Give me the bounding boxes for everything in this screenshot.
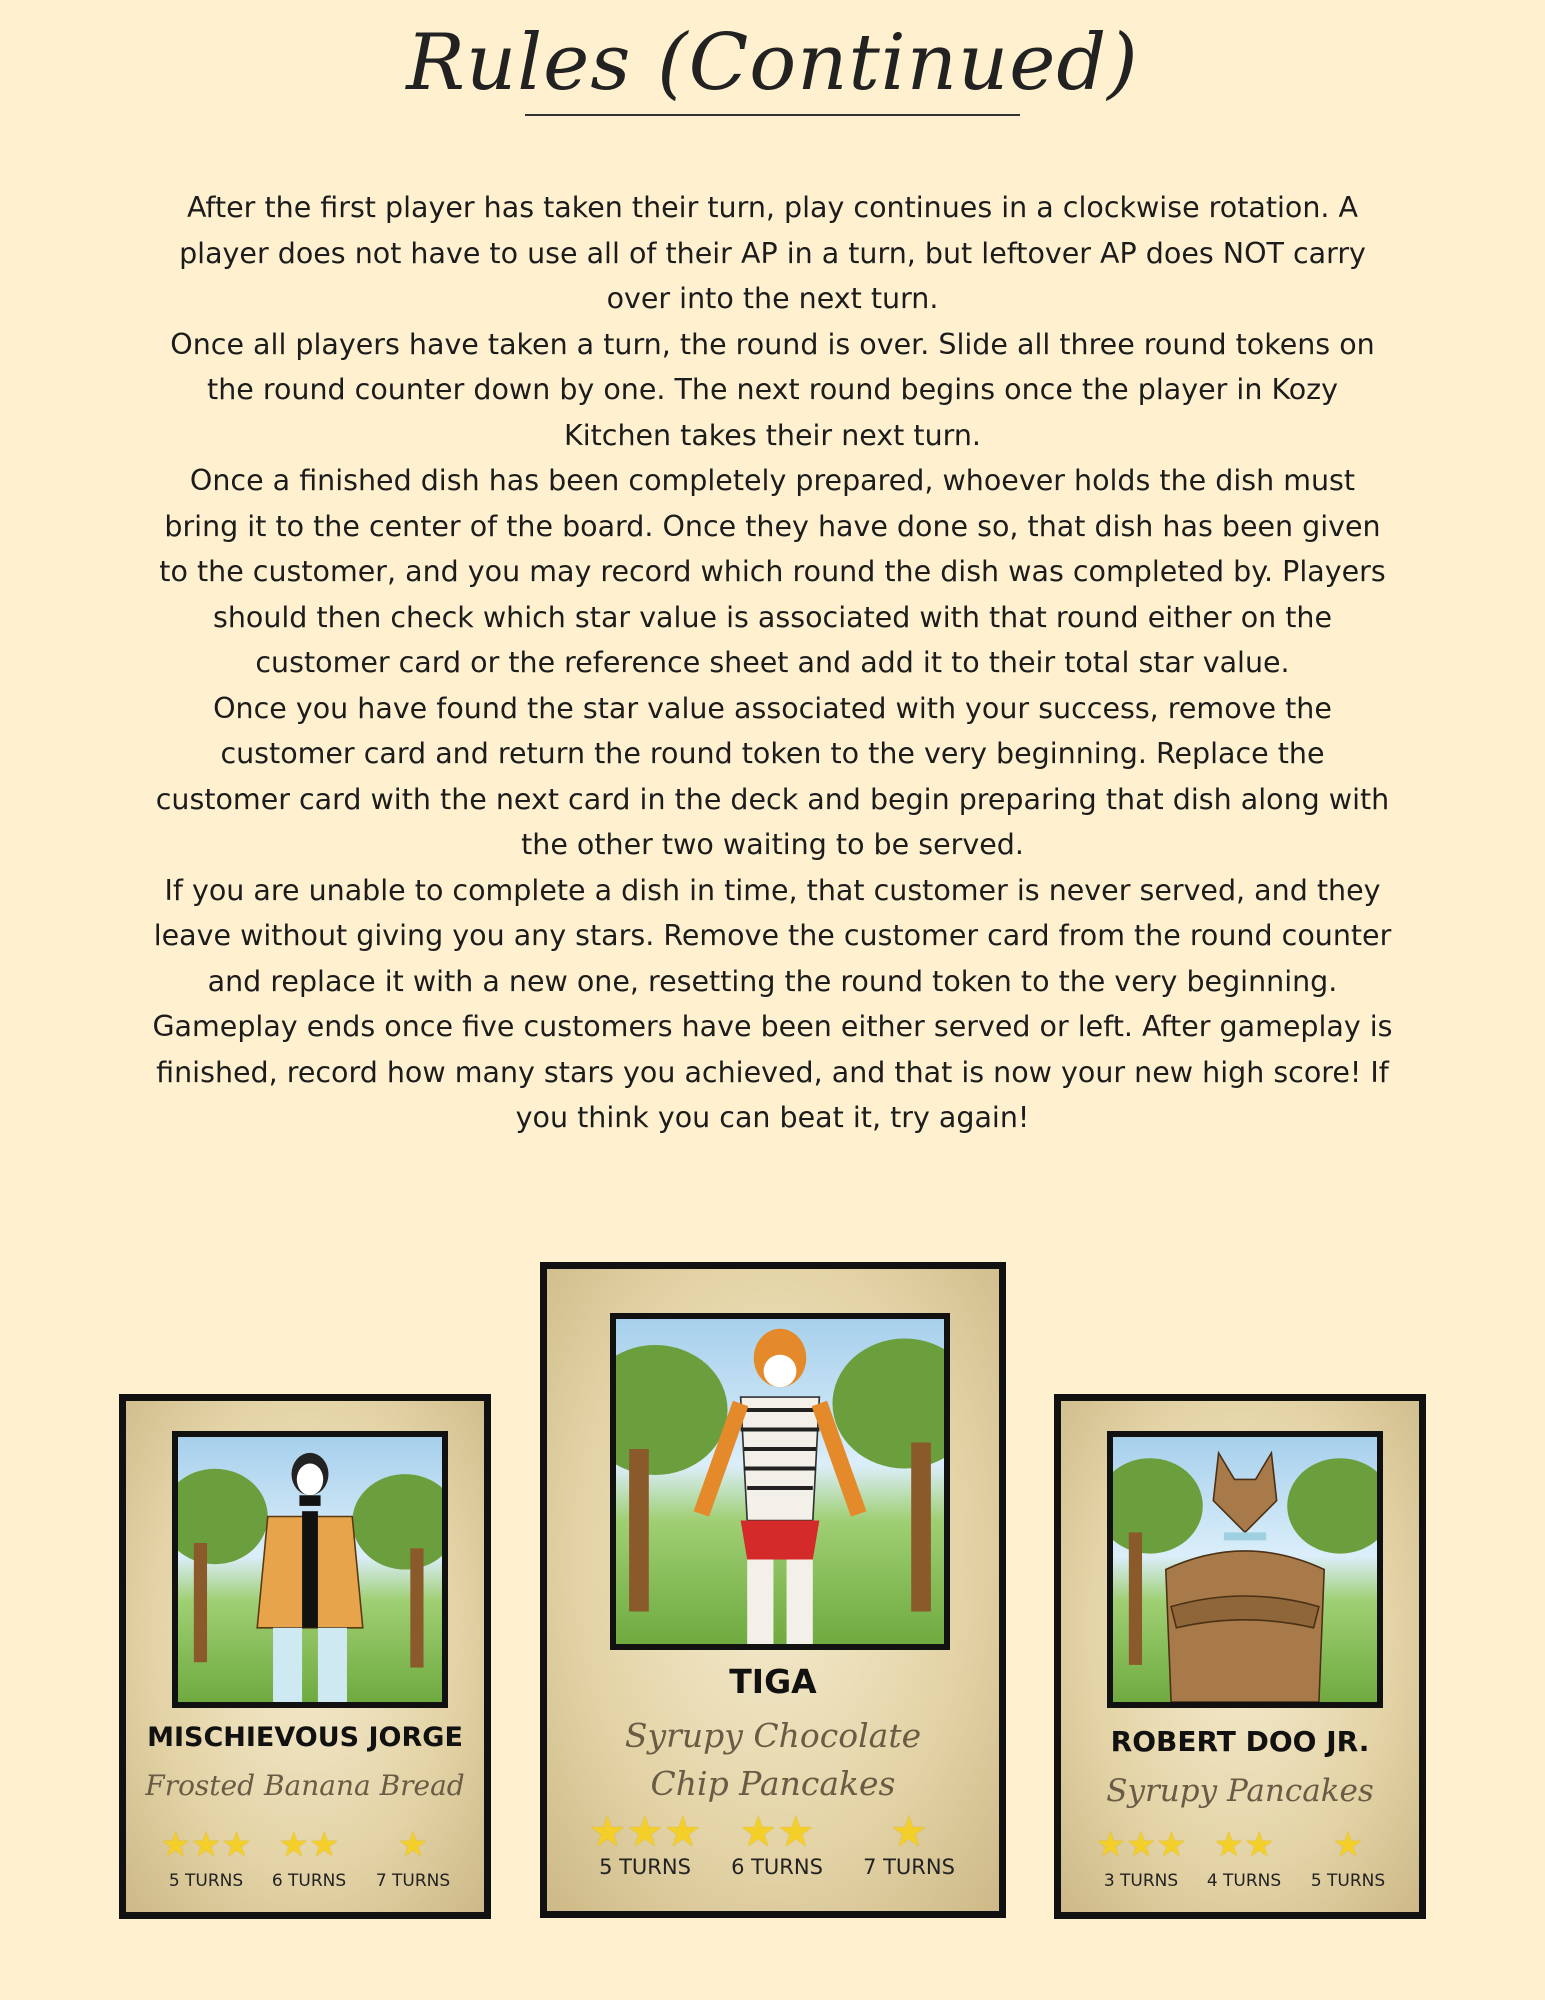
customer-dish: Syrupy Chocolate Chip Pancakes — [624, 1716, 922, 1803]
customer-dish: Syrupy Pancakes — [1106, 1773, 1374, 1809]
turn-limit: 5 TURNS — [168, 1871, 244, 1891]
turn-limit: 4 TURNS — [1206, 1871, 1282, 1891]
rules-text — [150, 185, 1395, 1141]
turn-limit: 7 TURNS — [375, 1871, 451, 1891]
customer-card-tiga — [540, 1262, 1006, 1918]
star-rating-2: ★★ — [278, 1825, 340, 1865]
customer-dish: Frosted Banana Bread — [145, 1769, 465, 1802]
customer-name: MISCHIEVOUS JORGE — [147, 1722, 463, 1753]
star-rating-1: ★ — [1332, 1825, 1364, 1865]
star-rating-1: ★ — [397, 1825, 429, 1865]
dog-icon — [1107, 1431, 1383, 1708]
rules-paragraph: If you are unable to complete a dish in time, that customer is never served, and they leave without giving you any stars. Remove the customer card from the round counter and replace it with a new one, resetting the round token to the very beginning. — [153, 873, 1392, 998]
rules-paragraph: After the first player has taken their turn, play continues in a clockwise rotation. A player does not have to use all of their AP in a turn, but leftover AP does NOT carry over into the next turn. — [179, 191, 1366, 315]
rules-paragraph: Once you have found the star value associated with your success, remove the customer card and return the round token to the very beginning. Replace the customer card with the next card in the deck and begin preparing that dish along with the other two waiting to be served. — [155, 691, 1390, 861]
star-rating-2: ★★ — [1213, 1825, 1275, 1865]
star-rating-3: ★★★ — [588, 1807, 702, 1856]
turn-limit: 5 TURNS — [1310, 1871, 1386, 1891]
customer-name: TIGA — [729, 1662, 817, 1701]
turn-limit: 3 TURNS — [1103, 1871, 1179, 1891]
turn-limit: 5 TURNS — [599, 1855, 691, 1879]
customer-name: ROBERT DOO JR. — [1110, 1725, 1370, 1758]
turn-limit: 7 TURNS — [863, 1855, 955, 1879]
star-rating-3: ★★★ — [160, 1825, 252, 1865]
star-rating-1: ★ — [890, 1807, 928, 1856]
rules-paragraph: Gameplay ends once five customers have been either served or left. After gameplay is finished, record how many stars you achieved, and that is now your new high score! If you think you can beat it, try again! — [152, 1010, 1393, 1134]
penguin-icon — [172, 1431, 448, 1708]
tiger-icon — [610, 1313, 950, 1650]
star-rating-2: ★★ — [739, 1807, 815, 1856]
star-rating-3: ★★★ — [1095, 1825, 1187, 1865]
title-underline — [525, 114, 1020, 116]
page-title: Rules (Continued) — [406, 18, 1139, 108]
rules-paragraph: Once all players have taken a turn, the round is over. Slide all three round tokens on the round counter down by one. The next round begins once the player in Kozy Kitchen takes their next turn. — [170, 327, 1375, 452]
customer-card-robert — [1054, 1394, 1426, 1919]
turn-limit: 6 TURNS — [731, 1855, 823, 1879]
customer-card-jorge — [119, 1394, 491, 1919]
rules-paragraph: Once a finished dish has been completely prepared, whoever holds the dish must bring it to the center of the board. Once they have done so, that dish has been given to the customer, and you may record which round the dish was completed by. Players should then check which star value is associated with that round either on the customer card or the reference sheet and add it to their total star value. — [159, 464, 1386, 679]
turn-limit: 6 TURNS — [271, 1871, 347, 1891]
